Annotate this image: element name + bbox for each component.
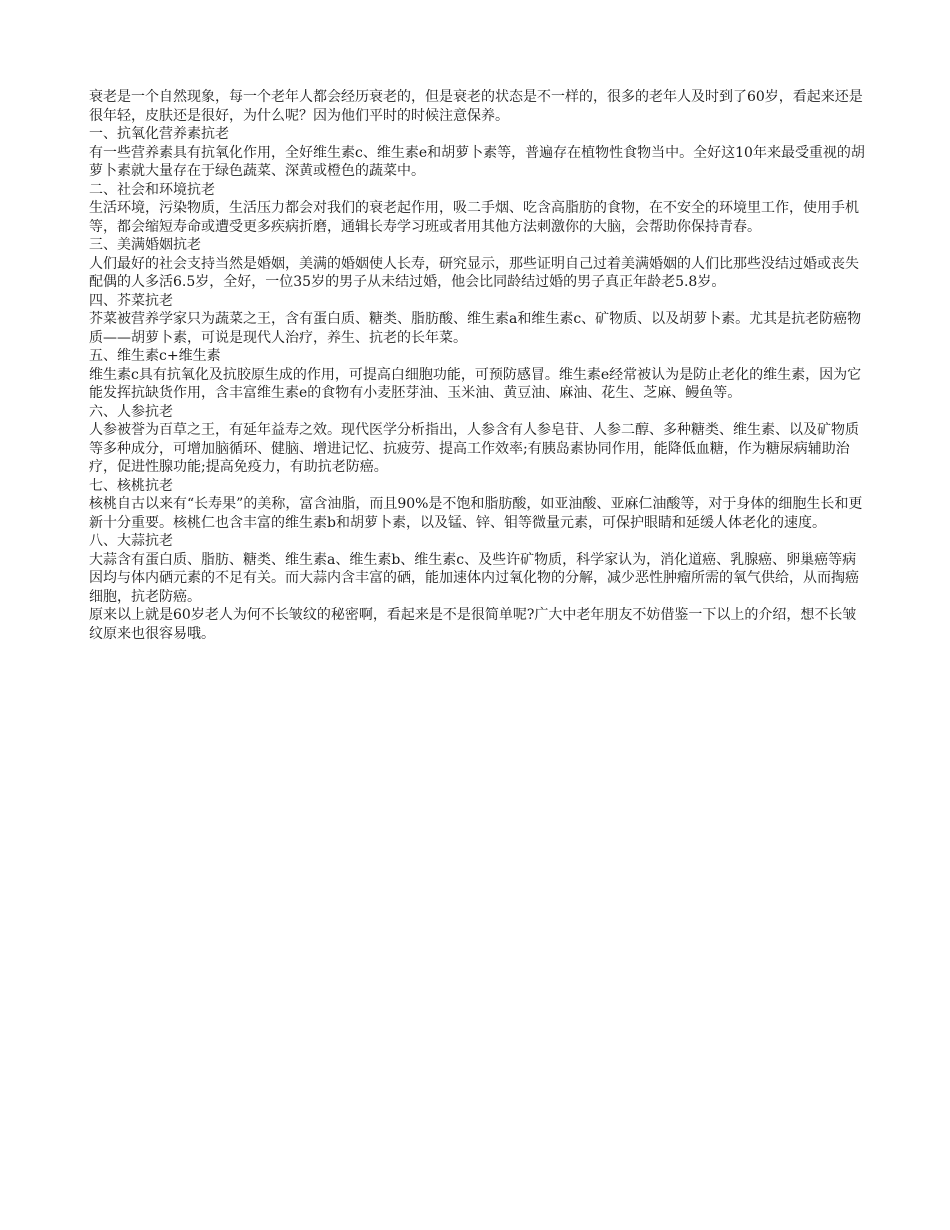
section-mustard-greens: [89, 292, 867, 348]
document-body: [89, 88, 867, 643]
section-paragraph: 生活环境，污染物质，生活压力都会对我们的衰老起作用，吸二手烟、吃含高脂肪的食物，在不安全的环境里工作，使用手机等，都会缩短寿命或遭受更多疾病折磨，通辑长寿学习班或者用其他方法刺激你的大脑，会帮助你保持青春。: [89, 200, 859, 235]
section-paragraph: 人们最好的社会支持当然是婚姻，美满的婚姻使人长寿，研究显示，那些证明自己过着美满婚姻的人们比那些没结过婚或丧失配偶的人多活6.5岁，全好，一位35岁的男子从未结过婚，他会比同龄结过婚的男子真正年龄老5.8岁。: [89, 255, 859, 290]
section-heading: 五、维生素c+维生素: [89, 348, 221, 364]
section-paragraph: 核桃自古以来有“长寿果”的美称，富含油脂，而且90%是不饱和脂肪酸，如亚油酸、亚麻仁油酸等，对于身体的细胞生长和更新十分重要。核桃仁也含丰富的维生素b和胡萝卜素，以及锰、锌、钼等微量元素，可保护眼睛和延缓人体老化的速度。: [89, 496, 863, 531]
section-vitamins: [89, 347, 867, 403]
section-heading: 七、核桃抗老: [89, 477, 173, 494]
section-paragraph: 维生素c具有抗氧化及抗胶原生成的作用，可提高白细胞功能，可预防感冒。维生素e经常被认为是防止老化的维生素，因为它能发挥抗缺货作用，含丰富维生素e的食物有小麦胚芽油、玉米油、黄豆油、麻油、花生、芝麻、鳗鱼等。: [89, 366, 862, 401]
section-heading: 八、大蒜抗老: [89, 533, 173, 549]
section-garlic: [89, 532, 867, 606]
section-paragraph: 人参被誉为百草之王，有延年益寿之效。现代医学分析指出，人参含有人参皂苷、人参二醇、多种糖类、维生素、以及矿物质等多种成分，可增加脑循环、健脑、增进记忆、抗疲劳、提高工作效率;有胰岛素协同作用，能降低血糖，作为糖尿病辅助治疗，促进性腺功能;提高免疫力，有助抗老防癌。: [89, 422, 859, 475]
section-heading: 四、芥菜抗老: [89, 292, 173, 309]
section-ginseng: [89, 403, 867, 477]
section-heading: 二、社会和环境抗老: [89, 181, 215, 198]
section-social-environment: [89, 181, 867, 237]
section-walnut: [89, 477, 867, 533]
section-paragraph: 有一些营养素具有抗氧化作用，全好维生素c、维生素e和胡萝卜素等，普遍存在植物性食物当中。全好这10年来最受重视的胡萝卜素就大量存在于绿色蔬菜、深黄或橙色的蔬菜中。: [89, 144, 865, 179]
section-antioxidant: [89, 125, 867, 181]
intro-paragraph: 衰老是一个自然现象，每一个老年人都会经历衰老的，但是衰老的状态是不一样的，很多的老年人及时到了60岁，看起来还是很年轻，皮肤还是很好，为什么呢？因为他们平时的时候注意保养。: [89, 89, 863, 124]
conclusion-paragraph: 原来以上就是60岁老人为何不长皱纹的秘密啊，看起来是不是很简单呢?广大中老年朋友不妨借鉴一下以上的介绍，想不长皱纹原来也很容易哦。: [89, 607, 857, 642]
section-heading: 三、美满婚姻抗老: [89, 237, 201, 253]
section-paragraph: 大蒜含有蛋白质、脂肪、糖类、维生素a、维生素b、维生素c、及些许矿物质，科学家认为，消化道癌、乳腺癌、卵巢癌等病因均与体内硒元素的不足有关。而大蒜内含丰富的硒，能加速体内过氧化物的分解，减少恶性肿瘤所需的氧气供给，从而掏癌细胞，抗老防癌。: [89, 551, 859, 605]
section-marriage: [89, 236, 867, 292]
section-paragraph: 芥菜被营养学家只为蔬菜之王，含有蛋白质、糖类、脂肪酸、维生素a和维生素c、矿物质、以及胡萝卜素。尤其是抗老防癌物质——胡萝卜素，可说是现代人治疗，养生、抗老的长年菜。: [89, 311, 862, 346]
section-heading: 一、抗氧化营养素抗老: [89, 126, 229, 142]
section-heading: 六、人参抗老: [89, 403, 173, 420]
